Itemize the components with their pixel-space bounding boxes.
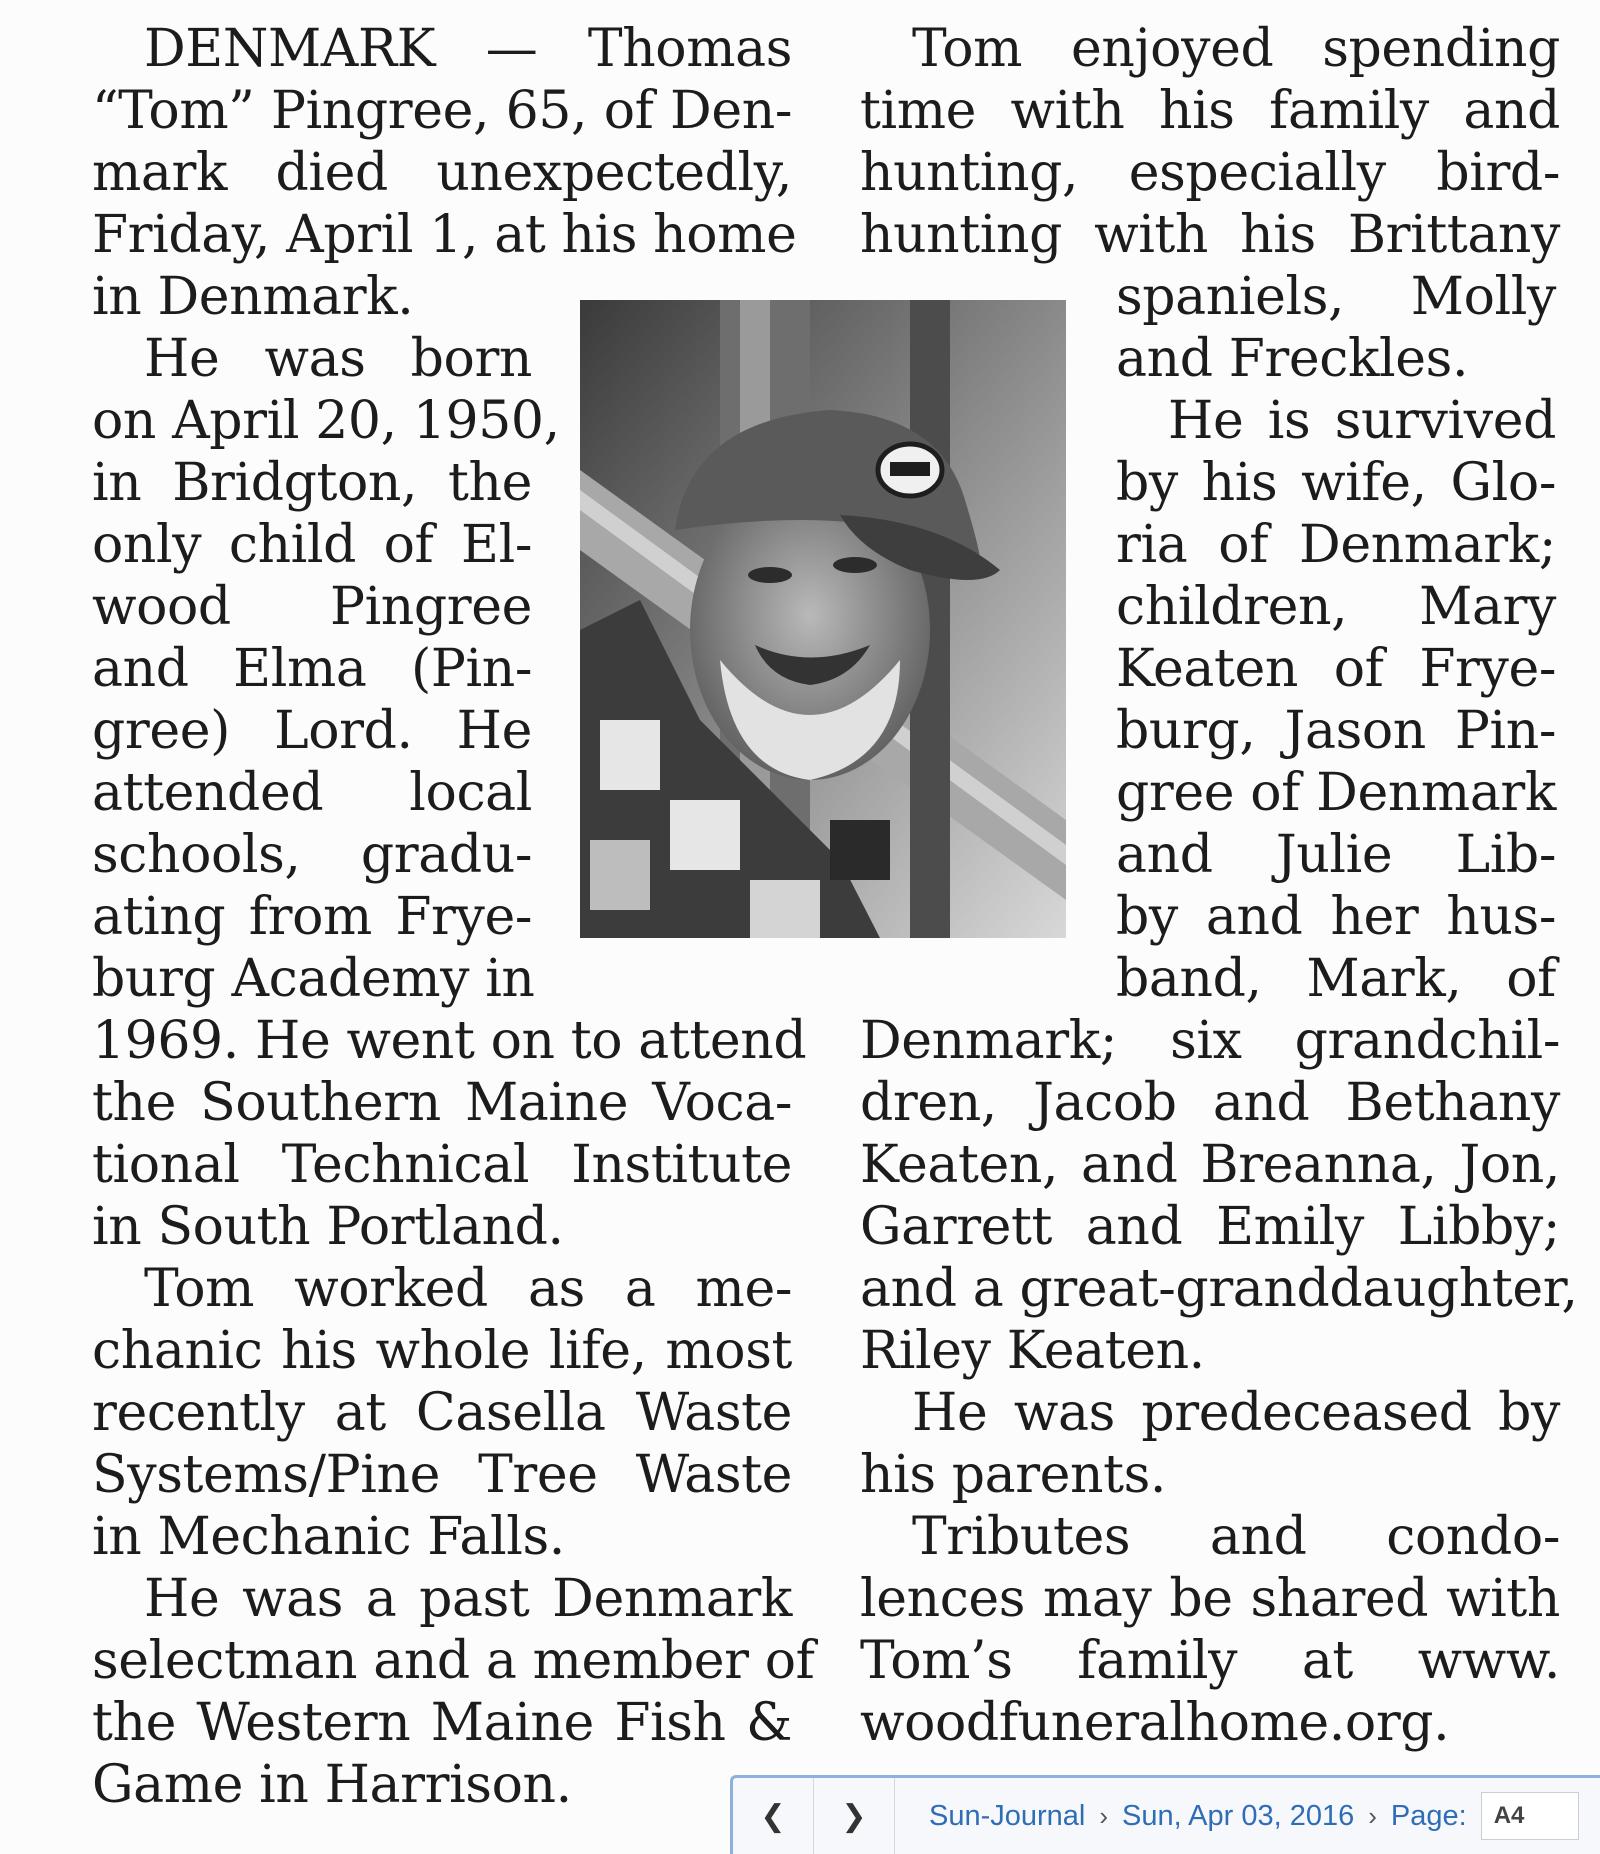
text-line: He is survived xyxy=(1168,391,1556,451)
text-line: selectman and a member of xyxy=(92,1631,815,1691)
text-line: attended local xyxy=(92,763,532,823)
text-line: He was a past Denmark xyxy=(144,1569,792,1629)
text-line: burg Academy in xyxy=(92,949,535,1009)
text-line: on April 20, 1950, xyxy=(92,391,560,451)
text-line: children, Mary xyxy=(1116,577,1556,637)
previous-page-button[interactable] xyxy=(733,1778,814,1854)
text-line: in Denmark. xyxy=(92,267,414,327)
text-line: hunting, especially bird- xyxy=(860,143,1560,203)
text-line: woodfuneralhome.org. xyxy=(860,1693,1450,1753)
text-line: time with his family and xyxy=(860,81,1560,141)
date-link[interactable]: Sun, Apr 03, 2016 xyxy=(1122,1799,1355,1832)
page-navigation-bar xyxy=(730,1775,1600,1854)
text-line: Keaten, and Breanna, Jon, xyxy=(860,1135,1560,1195)
text-line: Game in Harrison. xyxy=(92,1755,572,1815)
text-line: and Julie Lib- xyxy=(1116,825,1556,885)
text-line: Systems/Pine Tree Waste xyxy=(92,1445,792,1505)
text-line: Tom’s family at www. xyxy=(860,1631,1560,1691)
text-line: He was born xyxy=(144,329,532,389)
text-line: Denmark; six grandchil- xyxy=(860,1011,1560,1071)
text-line: Garrett and Emily Libby; xyxy=(860,1197,1560,1257)
text-line: ria of Denmark; xyxy=(1116,515,1556,575)
text-line: spaniels, Molly xyxy=(1116,267,1556,327)
text-line: in Bridgton, the xyxy=(92,453,532,513)
text-line: Keaten of Frye- xyxy=(1116,639,1556,699)
text-line: only child of El- xyxy=(92,515,532,575)
text-line: gree) Lord. He xyxy=(92,701,532,761)
text-line: and Elma (Pin- xyxy=(92,639,532,699)
text-line: by and her hus- xyxy=(1116,887,1556,947)
text-line: gree of Denmark xyxy=(1116,763,1556,823)
text-line: lences may be shared with xyxy=(860,1569,1560,1629)
breadcrumb xyxy=(895,1792,1579,1840)
next-page-button[interactable] xyxy=(814,1778,895,1854)
text-line: Friday, April 1, at his home xyxy=(92,205,797,265)
chevron-right-icon: ❯ xyxy=(841,1799,867,1833)
text-line: dren, Jacob and Bethany xyxy=(860,1073,1560,1133)
text-line: hunting with his Brittany xyxy=(860,205,1560,265)
text-line: mark died unexpectedly, xyxy=(92,143,792,203)
text-line: 1969. He went on to attend xyxy=(92,1011,807,1071)
text-line: wood Pingree xyxy=(92,577,532,637)
breadcrumb-separator: › xyxy=(1099,1800,1109,1831)
text-line: chanic his whole life, most xyxy=(92,1321,792,1381)
text-line: Tom enjoyed spending xyxy=(912,19,1560,79)
text-line: in South Portland. xyxy=(92,1197,564,1257)
text-line: in Mechanic Falls. xyxy=(92,1507,565,1567)
text-line: Tom worked as a me- xyxy=(144,1259,792,1319)
text-line: ating from Frye- xyxy=(92,887,532,947)
text-line: Riley Keaten. xyxy=(860,1321,1205,1381)
text-line: recently at Casella Waste xyxy=(92,1383,792,1443)
text-line: the Western Maine Fish & xyxy=(92,1693,792,1753)
portrait-image xyxy=(580,300,1066,938)
page-label: Page: xyxy=(1390,1799,1467,1832)
text-line: by his wife, Glo- xyxy=(1116,453,1556,513)
text-line: burg, Jason Pin- xyxy=(1116,701,1556,761)
publication-link[interactable]: Sun-Journal xyxy=(929,1799,1086,1832)
text-line: Tributes and condo- xyxy=(912,1507,1560,1567)
page-number-input[interactable] xyxy=(1481,1792,1579,1840)
text-line: his parents. xyxy=(860,1445,1167,1505)
text-line: schools, gradu- xyxy=(92,825,532,885)
text-line: and Freckles. xyxy=(1116,329,1469,389)
text-line: “Tom” Pingree, 65, of Den- xyxy=(92,81,792,141)
text-line: the Southern Maine Voca- xyxy=(92,1073,792,1133)
text-line: He was predeceased by xyxy=(912,1383,1560,1443)
chevron-left-icon: ❮ xyxy=(760,1799,786,1833)
text-line: and a great-granddaughter, xyxy=(860,1259,1578,1319)
text-line: tional Technical Institute xyxy=(92,1135,792,1195)
text-line: band, Mark, of xyxy=(1116,949,1556,1009)
portrait-photo xyxy=(580,300,1066,938)
text-line: DENMARK — Thomas xyxy=(144,19,792,79)
breadcrumb-separator: › xyxy=(1368,1800,1377,1831)
